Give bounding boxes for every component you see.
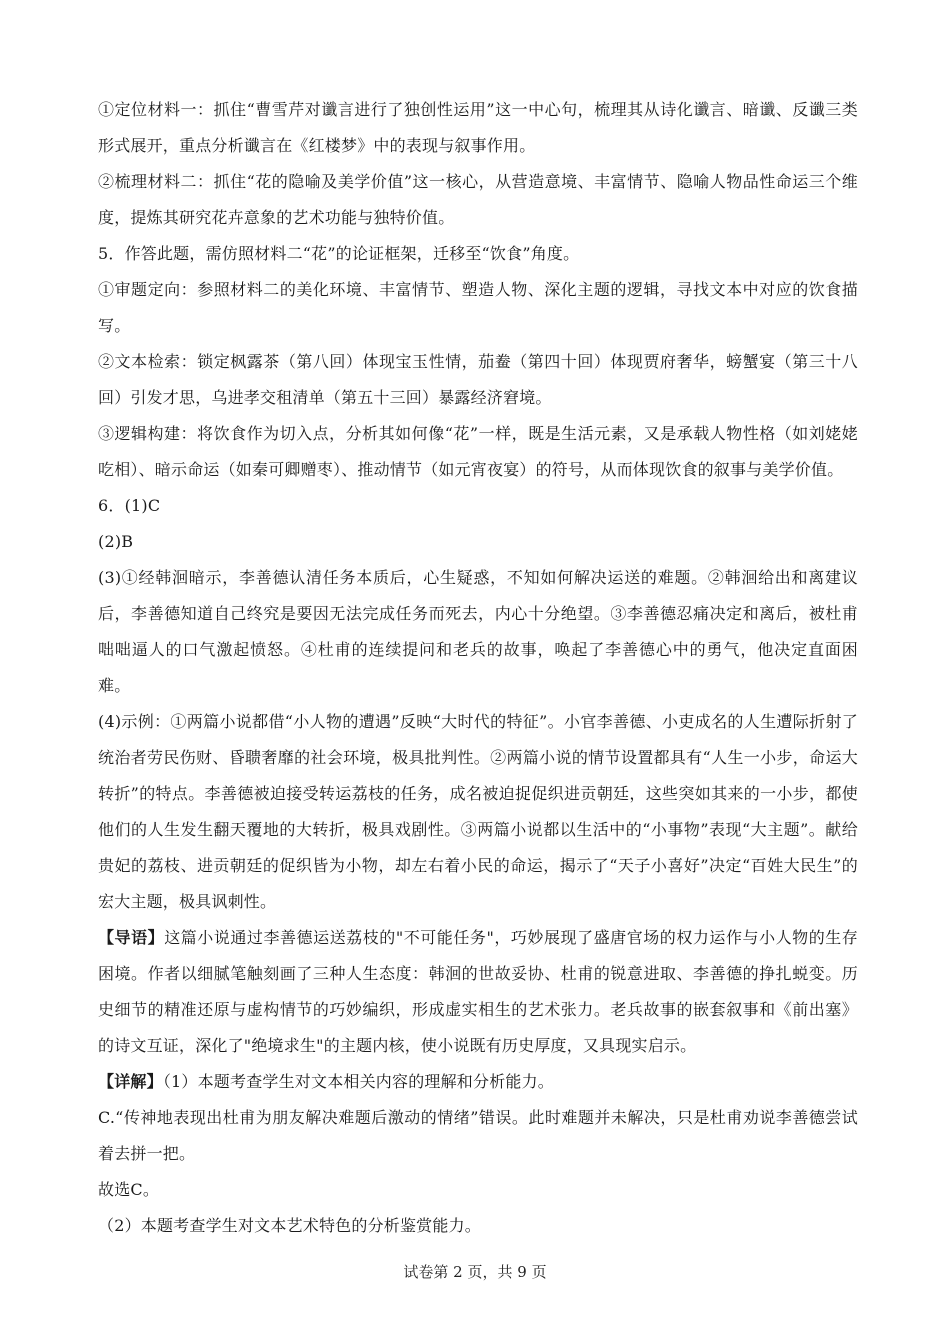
document-body <box>98 92 858 1244</box>
paragraph-answer-6-2: (2)B <box>98 532 134 551</box>
paragraph-answer-6-3: (3)①经韩洄暗示，李善德认清任务本质后，心生疑惑，不知如何解决运送的难题。②韩洄给出和离建议后，李善德知道自己终究是要因无法完成任务而死去，内心十分绝望。③李善德忍痛决定和离后，被杜甫咄咄逼人的口气激起愤怒。④杜甫的连续提问和老兵的故事，唤起了李善德心中的勇气，他决定直面困难。 <box>98 568 858 695</box>
paragraph-question-5: 5．作答此题，需仿照材料二“花”的论证框架，迁移至“饮食”角度。 <box>98 244 580 263</box>
paragraph-sort-material-2: ②梳理材料二：抓住“花的隐喻及美学价值”这一核心，从营造意境、丰富情节、隐喻人物品性命运三个维度，提炼其研究花卉意象的艺术功能与独特价值。 <box>98 172 858 227</box>
paragraph-detail <box>98 1064 858 1100</box>
paragraph-option-c-analysis: C.“传神地表现出杜甫为朋友解决难题后激动的情绪”错误。此时难题并未解决，只是杜甫劝说李善德尝试着去拼一把。 <box>98 1108 858 1163</box>
paragraph-answer-6-4: (4)示例：①两篇小说都借“小人物的遭遇”反映“大时代的特征”。小官李善德、小吏成名的人生遭际折射了统治者劳民伤财、昏聩奢靡的社会环境，极具批判性。②两篇小说的情节设置都具有“人生一小步，命运大转折”的特点。李善德被迫接受转运荔枝的任务，成名被迫捉促织进贡朝廷，这些突如其来的一小步，都使他们的人生发生翻天覆地的大转折，极具戏剧性。③两篇小说都以生活中的“小事物”表现“大主题”。献给贵妃的荔枝、进贡朝廷的促织皆为小物，却左右着小民的命运，揭示了“天子小喜好”决定“百姓大民生”的宏大主题，极具讽刺性。 <box>98 712 858 911</box>
paragraph-guide <box>98 920 858 1064</box>
paragraph-question-2-art: （2）本题考查学生对文本艺术特色的分析鉴赏能力。 <box>98 1216 481 1235</box>
paragraph-logic-building: ③逻辑构建：将饮食作为切入点，分析其如何像“花”一样，既是生活元素，又是承载人物性格（如刘姥姥吃相）、暗示命运（如秦可卿赠枣）、推动情节（如元宵夜宴）的符号，从而体现饮食的叙事与美学价值。 <box>98 424 858 479</box>
guide-tag: 【导语】 <box>98 928 165 947</box>
guide-text: 这篇小说通过李善德运送荔枝的"不可能任务"，巧妙展现了盛唐官场的权力运作与小人物的生存困境。作者以细腻笔触刻画了三种人生态度：韩洄的世故妥协、杜甫的锐意进取、李善德的挣扎蜕变。历史细节的精准还原与虚构情节的巧妙编织，形成虚实相生的艺术张力。老兵故事的嵌套叙事和《前出塞》的诗文互证，深化了"绝境求生"的主题内核，使小说既有历史厚度，又具现实启示。 <box>98 928 858 1055</box>
page-footer: 试卷第 2 页，共 9 页 <box>403 1263 547 1281</box>
paragraph-topic-orientation: ①审题定向：参照材料二的美化环境、丰富情节、塑造人物、深化主题的逻辑，寻找文本中对应的饮食描写。 <box>98 280 858 335</box>
detail-text: （1）本题考查学生对文本相关内容的理解和分析能力。 <box>162 1072 554 1091</box>
paragraph-answer-6-1: 6．(1)C <box>98 496 161 515</box>
paragraph-text-search: ②文本检索：锁定枫露茶（第八回）体现宝玉性情，茄鲞（第四十回）体现贾府奢华，螃蟹宴（第三十八回）引发才思，乌进孝交租清单（第五十三回）暴露经济窘境。 <box>98 352 858 407</box>
paragraph-choose-c: 故选C。 <box>98 1180 160 1199</box>
paragraph-locate-material-1: ①定位材料一：抓住“曹雪芹对谶言进行了独创性运用”这一中心句，梳理其从诗化谶言、暗谶、反谶三类形式展开，重点分析谶言在《红楼梦》中的表现与叙事作用。 <box>98 100 858 155</box>
detail-tag: 【详解】 <box>98 1072 163 1091</box>
